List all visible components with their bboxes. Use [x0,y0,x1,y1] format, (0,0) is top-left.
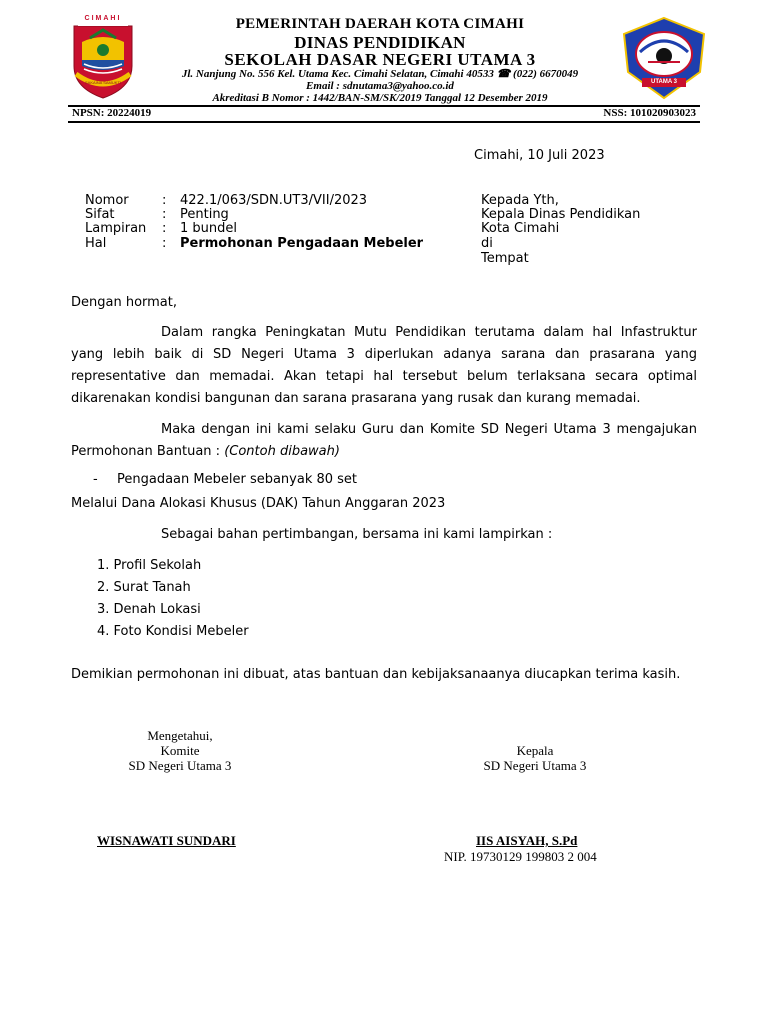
closing-statement: Demikian permohonan ini dibuat, atas bantuan dan kebijaksanaanya diucapkan terima kasih. [71,667,681,682]
letterhead-divider-bottom [68,121,700,123]
recipient-line: Kepada Yth, [481,193,559,208]
meta-colon: : [162,207,167,222]
cimahi-logo [70,14,136,100]
paragraph-2-example-note: (Contoh dibawah) [224,444,340,459]
signature-left-line-3: SD Negeri Utama 3 [128,758,232,773]
request-item: Pengadaan Mebeler sebanyak 80 set [117,472,358,487]
paragraph-1: Dalam rangka Peningkatan Mutu Pendidikan terutama dalam hal Infastruktur yang lebih baik di SD Negeri Utama 3 diperlukan adanya sarana dan prasarana yang representative dan memadai. Akan tetapi hal tersebut belum terlaksana secara optimal dikarenakan kondisi bangunan dan sarana prasarana yang rusak dan kurang memadai. [71,325,697,406]
meta-colon: : [162,193,167,208]
letterhead-accreditation: Akreditasi B Nomor : 1442/BAN-SM/SK/2019 Tanggal 12 Desember 2019 [212,92,548,104]
meta-value: 1 bundel [180,221,237,236]
paragraph-2-line-1: Maka dengan ini kami selaku Guru dan Komite SD Negeri Utama 3 mengajukan [161,422,697,437]
meta-colon: : [162,236,167,251]
signature-right-name: IIS AISYAH, S.Pd [476,833,578,848]
funding-source: Melalui Dana Alokasi Khusus (DAK) Tahun Anggaran 2023 [71,496,446,511]
cimahi-logo-motto: SAKAINA SAMUKTI [84,80,121,85]
attachment-item: 3. Denah Lokasi [97,602,201,617]
cimahi-logo-text: CIMAHI [84,15,122,22]
signature-right-line-1: Kepala [516,743,554,758]
letterhead-address: Jl. Nanjung No. 556 Kel. Utama Kec. Cimahi Selatan, Cimahi 40533 ☎ (022) 6670049 [181,68,579,80]
meta-value-subject: Permohonan Pengadaan Mebeler [180,236,424,251]
meta-label: Nomor [85,193,129,208]
signature-left-line-2: Komite [160,743,200,758]
letterhead-department: DINAS PENDIDIKAN [294,33,466,52]
salutation: Dengan hormat, [71,295,178,310]
attachment-item: 4. Foto Kondisi Mebeler [97,624,249,639]
paragraph-2-text: Permohonan Bantuan : [71,444,225,459]
letterhead-school-name: SEKOLAH DASAR NEGERI UTAMA 3 [224,50,536,69]
school-emblem [620,16,708,100]
meta-colon: : [162,221,167,236]
letterhead-email: Email : sdnutama3@yahoo.co.id [306,80,454,92]
letterhead-government: PEMERINTAH DAERAH KOTA CIMAHI [235,16,525,32]
npsn-label: NPSN: 20224019 [72,107,152,119]
meta-label: Lampiran [85,221,147,236]
signature-right-line-2: SD Negeri Utama 3 [483,758,587,773]
request-dash: - [93,472,98,487]
meta-label: Sifat [85,207,115,222]
attachment-item: 1. Profil Sekolah [97,558,202,573]
nss-label: NSS: 101020903023 [603,107,696,119]
recipient-line: Kota Cimahi [481,221,560,236]
signature-left-name: WISNAWATI SUNDARI [97,833,236,848]
letter-date: Cimahi, 10 Juli 2023 [474,148,605,163]
meta-value: Penting [180,207,229,222]
school-emblem-text: UTAMA 3 [651,79,677,85]
recipient-line: Tempat [481,251,529,266]
meta-value: 422.1/063/SDN.UT3/VII/2023 [180,193,368,208]
recipient-line: Kepala Dinas Pendidikan [481,207,641,222]
signature-left-line-1: Mengetahui, [147,728,213,743]
signature-right-nip: NIP. 19730129 199803 2 004 [444,849,597,864]
paragraph-2-line-2 [71,445,340,458]
meta-label: Hal [85,236,107,251]
attachment-item: 2. Surat Tanah [97,580,191,595]
attachment-intro: Sebagai bahan pertimbangan, bersama ini kami lampirkan : [161,527,553,542]
recipient-line: di [481,236,493,251]
